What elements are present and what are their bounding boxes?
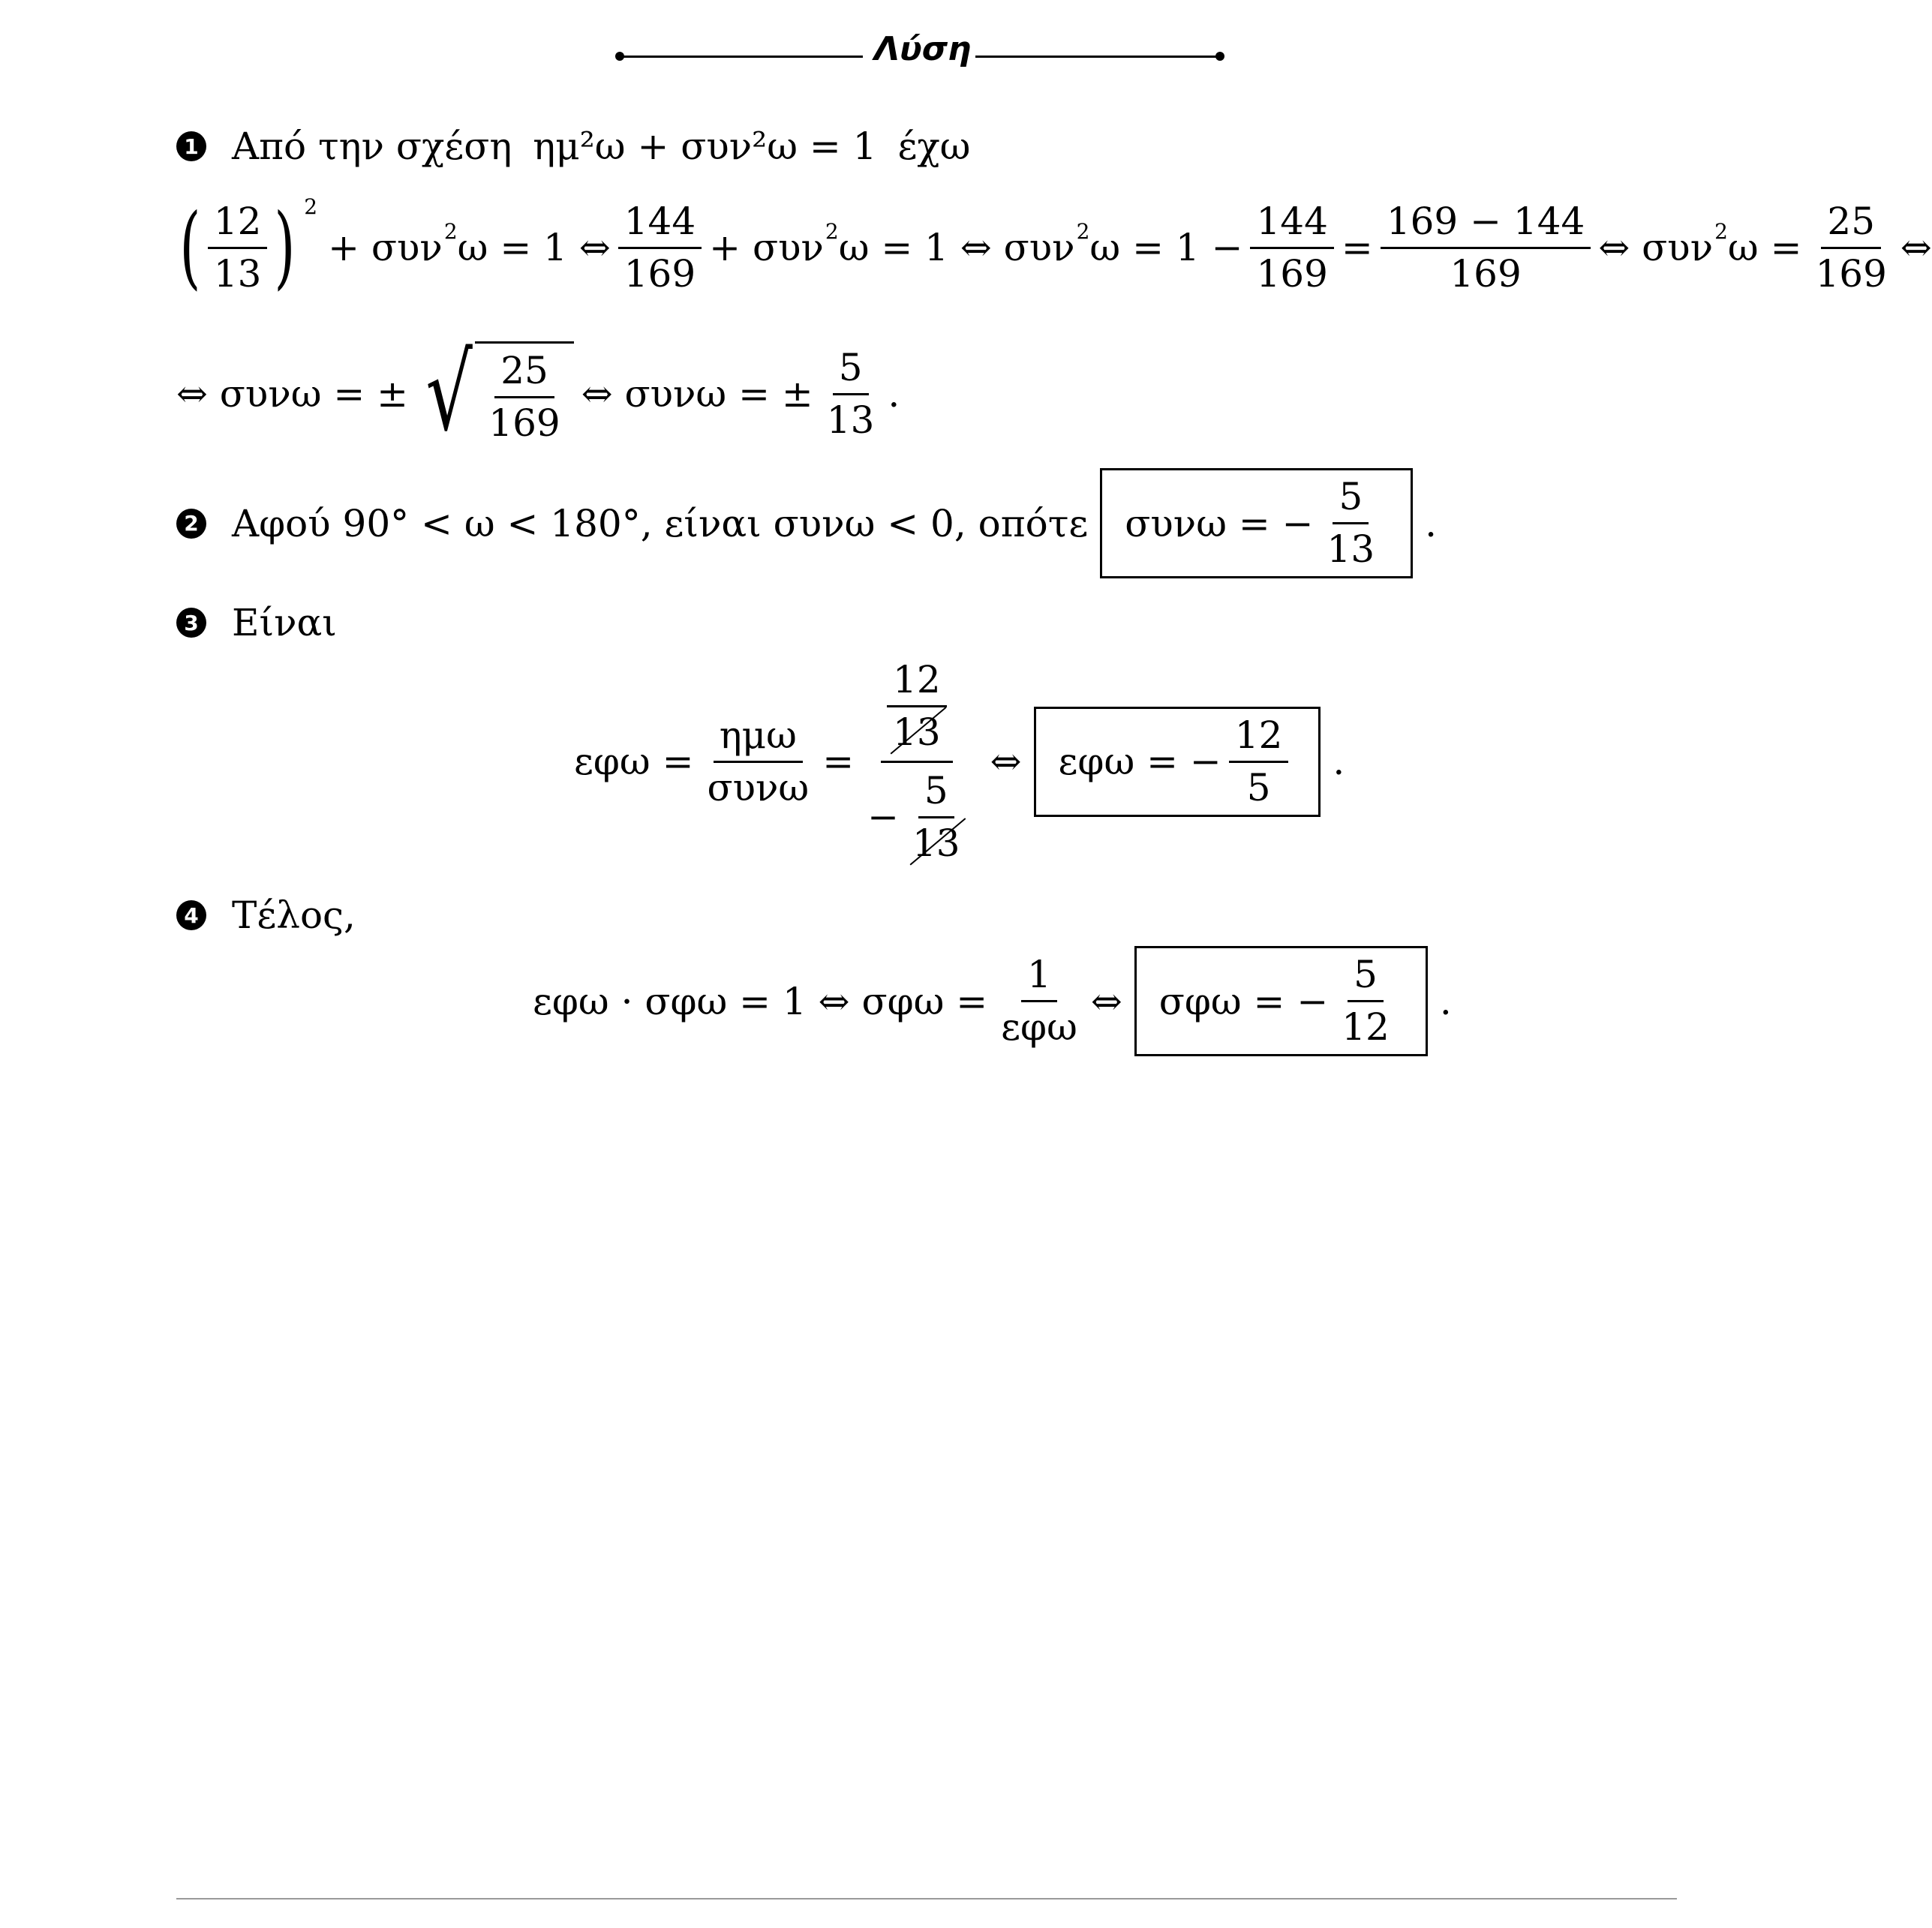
text-plus-cos-2: + συν (709, 226, 824, 269)
header (615, 30, 1230, 83)
fraction-numerator: 5 (833, 347, 869, 395)
text-cos-plusminus: ⇔ συνω = ± (176, 372, 409, 416)
period: . (1439, 979, 1452, 1023)
fraction-1-over-tan (995, 954, 1083, 1048)
cancelled-denominator: 13 (887, 707, 947, 753)
header-line-left (619, 56, 863, 58)
compound-fraction (861, 659, 972, 864)
header-dot-right (1215, 52, 1224, 61)
text-equals-one-2: ω = 1 ⇔ συν (838, 226, 1075, 269)
step-3-text: Είναι (232, 601, 337, 644)
fraction-12-5-boxed (1229, 715, 1289, 809)
identity-formula: ημ²ω + συν²ω = 1 (533, 125, 877, 168)
step-3-bullet: 3 (176, 608, 206, 638)
tan-lhs: εφω = (574, 740, 694, 783)
header-dot-left (615, 52, 624, 61)
fraction-numerator: ημω (714, 715, 803, 763)
step-1-equation-line: ( $\frac{12}{13}$ ) 2 + συν 2 ω = 1 ⇔ $\frac{144}{169}$ + συν 2 ω = 1 ⇔ συν 2 ω = 1 − $\frac{144}{169}$ = $\frac{169 - 144}{169}$ ⇔ συν 2 ω = $\frac{25}{169}$ ⇔ (179, 194, 1932, 299)
step-1-intro-text: Από την σχέση (232, 125, 512, 168)
fraction-numerator: 12 (887, 659, 947, 707)
step-2-text: Αφού 90° < ω < 180°, είναι συνω < 0, οπότε (232, 501, 1089, 545)
step-4-equation (533, 947, 1452, 1056)
iff-arrow: ⇔ (990, 740, 1022, 783)
fraction-denominator: 169 (488, 401, 560, 445)
fraction-5-13 (821, 347, 881, 441)
radical-sign: √ (425, 332, 473, 455)
text-plus-cos: + συν (328, 226, 443, 269)
text-equals-one: ω = 1 ⇔ (457, 226, 611, 269)
period: . (1333, 740, 1345, 783)
fraction-denominator: 13 (826, 398, 875, 442)
box-lhs: σφω = − (1158, 979, 1329, 1023)
header-line-right (975, 56, 1219, 58)
cot-lhs: εφω · σφω = 1 ⇔ σφω = (533, 979, 988, 1023)
fraction-5-12-boxed (1336, 954, 1396, 1048)
fraction-denominator: εφω (1001, 1005, 1077, 1049)
fraction-denominator: 5 (1246, 765, 1271, 809)
fraction-denominator: 12 (1342, 1005, 1390, 1049)
fraction-denominator: 13 (1327, 527, 1375, 571)
result-box-cos (1100, 468, 1413, 578)
footer-rule (176, 1898, 1677, 1899)
left-paren: ( (179, 195, 201, 299)
text-omega-equals: ω = (1727, 226, 1802, 269)
fraction-denominator: 169 (1256, 251, 1328, 296)
result-box-tan (1034, 707, 1321, 817)
box-lhs: συνω = − (1125, 501, 1314, 545)
right-paren: ) (274, 195, 296, 299)
fraction-difference (1381, 201, 1591, 295)
fraction-numerator: 25 (494, 350, 554, 398)
fraction-numerator: 144 (1250, 201, 1333, 249)
step-4-bullet: 4 (176, 900, 206, 930)
fraction-numerator: 5 (918, 770, 954, 818)
text-one-minus: ω = 1 − (1089, 226, 1243, 269)
square-root (416, 332, 574, 455)
fraction-numerator: 144 (618, 201, 702, 249)
fraction-5-13-cancel (906, 770, 966, 864)
step-1-intro (176, 120, 970, 173)
fraction-numerator: 25 (1821, 201, 1881, 249)
step-2-line (176, 469, 1437, 578)
fraction-denominator: 169 (1450, 251, 1522, 296)
period: . (1425, 501, 1438, 545)
fraction-25-169-root (482, 350, 566, 444)
text-cos-plusminus-2: ⇔ συνω = ± (581, 372, 813, 416)
fraction-numerator: 1 (1021, 954, 1057, 1002)
minus-sign: − (867, 794, 899, 839)
fraction-numerator: 5 (1348, 954, 1384, 1002)
fraction-25-169 (1809, 201, 1892, 295)
step-2-bullet: 2 (176, 509, 206, 539)
cancelled-denominator: 13 (906, 818, 966, 864)
exponent: 2 (304, 194, 318, 219)
text-iff-end: ⇔ (1900, 226, 1932, 269)
fraction-144-169-b (1250, 201, 1333, 295)
step-4-label (176, 889, 356, 941)
fraction-denominator: 13 (213, 251, 262, 296)
step-1-intro-end: έχω (897, 125, 971, 168)
fraction-denominator: συνω (707, 765, 810, 809)
text-equals: = (1341, 226, 1373, 269)
page-title: Λύση (874, 30, 972, 68)
fraction-numerator: 169 − 144 (1381, 201, 1591, 249)
fraction-denominator: 169 (1815, 251, 1887, 296)
box-lhs: εφω = − (1058, 740, 1221, 783)
result-box-cot (1134, 946, 1428, 1056)
fraction-5-13-boxed (1321, 476, 1381, 570)
fraction-numerator: 12 (1229, 715, 1289, 763)
fraction-numerator: 12 (208, 201, 268, 249)
fraction-12-13 (208, 201, 268, 295)
fraction-denominator: 169 (623, 251, 696, 296)
fraction-144-169 (618, 201, 702, 295)
text-iff-cos: ⇔ συν (1598, 226, 1714, 269)
equals-sign: = (822, 740, 855, 783)
fraction-sin-over-cos (701, 715, 815, 809)
iff-arrow: ⇔ (1090, 979, 1122, 1023)
period: . (888, 372, 900, 416)
step-3-label (176, 596, 337, 649)
fraction-numerator: 5 (1333, 476, 1369, 524)
fraction-12-13-cancel (887, 659, 947, 753)
step-1-result-line (176, 332, 900, 455)
step-4-text: Τέλος, (232, 893, 356, 937)
step-1-bullet: 1 (176, 131, 206, 161)
step-3-equation (574, 653, 1345, 870)
